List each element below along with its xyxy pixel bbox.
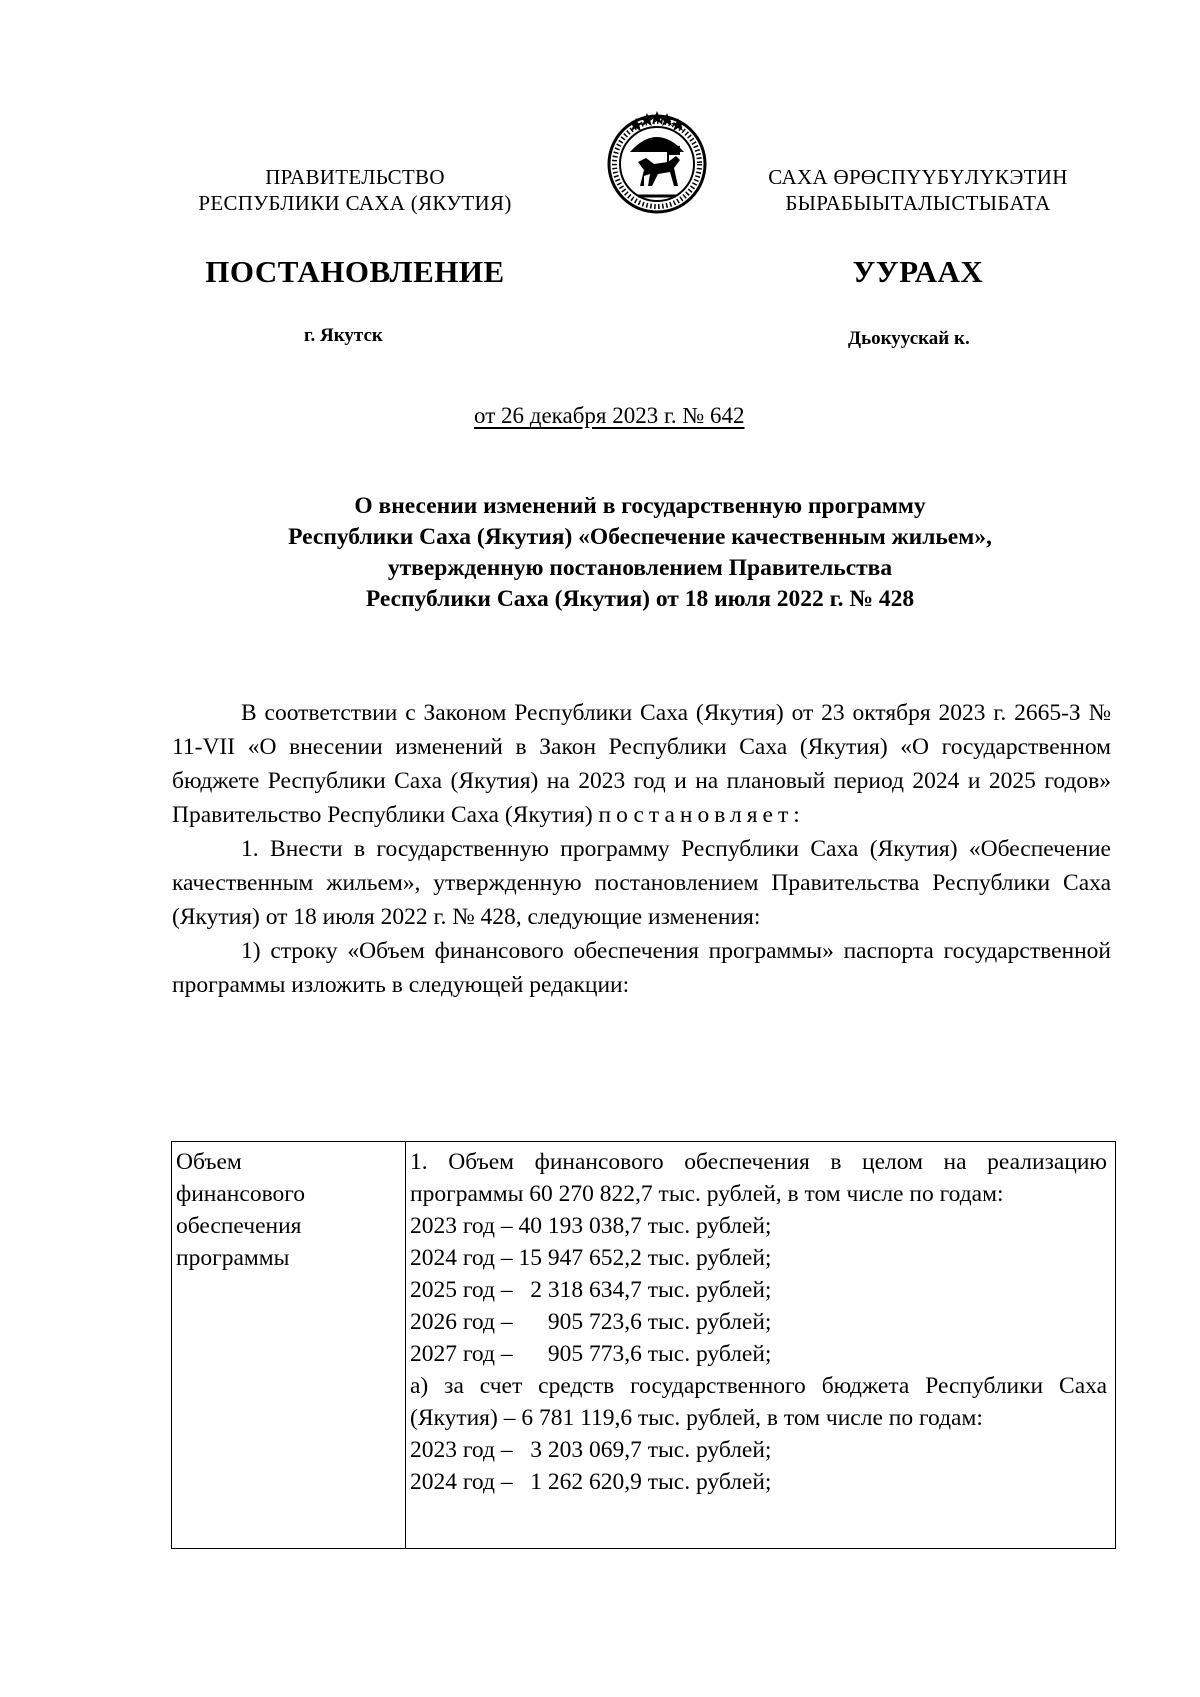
city-sah: Дьокуускай к. [848,328,970,349]
financing-value-cell [406,1142,1116,1549]
document-subject [160,491,1120,615]
financing-label-cell [172,1142,406,1549]
subject-line-1: О внесении изменений в государственную программу [354,493,926,519]
total-year-line: 2026 год – 905 723,6 тыс. рублей; [410,1309,772,1335]
gov-name-sah-line2: БЫРАБЫЫТАЛЫСТЫБАТА [785,191,1051,215]
doc-type-sah: УУРААХ [852,254,984,289]
coat-of-arms-emblem-icon [602,106,712,216]
gov-name-ru-line1: ПРАВИТЕЛЬСТВО [265,165,445,189]
document-body [172,696,1111,1002]
subject-line-4: Республики Саха (Якутия) от 18 июля 2022 г. № 428 [365,586,915,612]
label-line: финансового [176,1181,306,1207]
total-year-line: 2023 год – 40 193 038,7 тыс. рублей; [410,1213,772,1239]
subject-line-2: Республики Саха (Якутия) «Обеспечение качественным жильем», [288,524,992,550]
gov-name-ru [160,164,550,216]
gov-name-sah [728,164,1108,216]
total-year-line: 2027 год – 905 773,6 тыс. рублей; [410,1341,772,1367]
item-1-paragraph: 1. Внести в государственную программу Республики Саха (Якутия) «Обеспечение качественным жильем», утвержденную постановлением Правительства Республики Саха (Якутия) от 18 июля 2022 г. № 428, следующие изменения: [172,836,1111,930]
budget-intro: а) за счет средств государственного бюджета Республики Саха (Якутия) – 6 781 119,6 тыс. рублей, в том числе по годам: [410,1373,1107,1431]
budget-year-line: 2024 год – 1 262 620,9 тыс. рублей; [410,1469,772,1495]
label-line: обеспечения [176,1213,302,1239]
total-year-line: 2025 год – 2 318 634,7 тыс. рублей; [410,1277,772,1303]
label-line: программы [176,1245,290,1271]
city-ru: г. Якутск [304,325,383,346]
date-number: от 26 декабря 2023 г. № 642 [474,403,745,428]
item-1-1-paragraph: 1) строку «Объем финансового обеспечения программы» паспорта государственной программы изложить в следующей редакции: [172,938,1111,998]
total-year-line: 2024 год – 15 947 652,2 тыс. рублей; [410,1245,772,1271]
table-row [172,1142,1116,1549]
financing-table [171,1141,1116,1549]
doc-type-ru: ПОСТАНОВЛЕНИЕ [205,254,505,289]
label-line: Объем [176,1149,242,1175]
preamble-paragraph [172,696,1111,832]
budget-year-line: 2023 год – 3 203 069,7 тыс. рублей; [410,1437,772,1463]
gov-name-sah-line1: САХА ӨРӨСПҮҮБҮЛҮКЭТИН [768,165,1068,189]
decree-word: постановляет: [598,802,805,828]
gov-name-ru-line2: РЕСПУБЛИКИ САХА (ЯКУТИЯ) [198,191,512,215]
preamble-text: В соответствии с Законом Республики Саха (Якутия) от 23 октября 2023 г. 2665-З № 11-VII «О внесении изменений в Закон Республики Саха (Якутия) «О государственном бюджете Республики Саха (Якутия) на 2023 год и на плановый период 2024 и 2025 годов» Правительство Республики Саха (Якутия) [172,700,1111,828]
subject-line-3: утвержденную постановлением Правительства [387,555,893,581]
total-intro: 1. Объем финансового обеспечения в целом на реализацию программы 60 270 822,7 тыс. рублей, в том числе по годам: [410,1149,1107,1207]
